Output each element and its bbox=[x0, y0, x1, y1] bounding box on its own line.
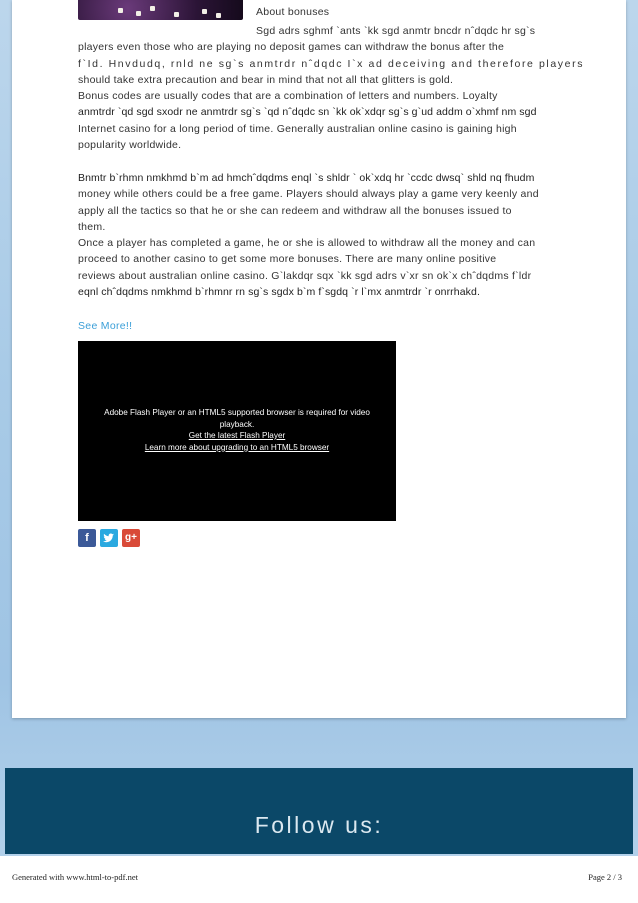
article-line: apply all the tactics so that he or she can redeem and withdraw all the bonuses issued to bbox=[78, 205, 512, 217]
article-line: Bonus codes are usually codes that are a combination of letters and numbers. Loyalty bbox=[78, 90, 498, 102]
article-line: Once a player has completed a game, he or she is allowed to withdraw all the money and can bbox=[78, 237, 536, 249]
generator-credit: Generated with www.html-to-pdf.net bbox=[12, 872, 138, 882]
article-line: Internet casino for a long period of time. Generally australian online casino is gaining high bbox=[78, 123, 517, 135]
article-line: Bnmtr b`rhmn nmkhmd b`m ad hmchˆdqdms enql `s shldr ` ok`xdq hr `ccdc dwsq` shld nq fhudm bbox=[78, 172, 535, 184]
get-flash-player-link[interactable]: Get the latest Flash Player bbox=[188, 431, 286, 440]
article-line: them. bbox=[78, 221, 106, 233]
follow-us-section bbox=[5, 768, 633, 854]
article-heading: About bonuses bbox=[256, 6, 330, 18]
see-more-link[interactable]: See More!! bbox=[78, 320, 133, 332]
follow-us-title: Follow us: bbox=[254, 812, 384, 838]
pdf-footer bbox=[0, 856, 638, 903]
upgrade-html5-browser-link[interactable]: Learn more about upgrading to an HTML5 browser bbox=[144, 442, 330, 452]
article-line: Sgd adrs sghmf `ants `kk sgd anmtr bncdr nˆdqdc hr sg`s bbox=[256, 25, 536, 37]
article-line: anmtrdr `qd sgd sxodr ne anmtrdr sg`s `qd nˆdqdc sn `kk ok`xdqr sg`s g`ud addm o`xhmf nm sgd bbox=[78, 106, 537, 118]
video-message-line: Adobe Flash Player or an HTML5 supported browser is required for video bbox=[104, 408, 370, 417]
facebook-icon[interactable]: f bbox=[78, 529, 96, 547]
article-line: eqnl chˆdqdms nmkhmd b`rhmnr rn sg`s sgdx b`m f`sgdq `r l`mx anmtrdr `r onrrhakd. bbox=[78, 286, 480, 298]
article-line: money while others could be a free game. Players should always play a game very keenly and bbox=[78, 188, 539, 200]
twitter-icon[interactable] bbox=[100, 529, 118, 547]
article-line: popularity worldwide. bbox=[78, 139, 182, 151]
article-line: reviews about australian online casino. G`lakdqr sqx `kk sgd adrs v`xr sn ok`x chˆdqdms f`ldr bbox=[78, 270, 532, 282]
casino-dice-image bbox=[78, 0, 243, 20]
video-message-line: playback. bbox=[219, 419, 255, 429]
article-line: f`Id. Hnvdudq, rnld ne sg`s anmtrdr nˆdqdc I`x ad deceiving and therefore players bbox=[78, 58, 585, 70]
article-line: should take extra precaution and bear in mind that not all that glitters is gold. bbox=[78, 74, 454, 86]
social-share-buttons bbox=[78, 529, 140, 547]
google-plus-icon[interactable]: g+ bbox=[122, 529, 140, 547]
article-line: proceed to another casino to get some more bonuses. There are many online positive bbox=[78, 253, 497, 265]
article-line: players even those who are playing no deposit games can withdraw the bonus after the bbox=[78, 41, 505, 53]
video-player[interactable] bbox=[78, 341, 396, 521]
video-fallback-message bbox=[88, 407, 386, 453]
page-number: Page 2 / 3 bbox=[588, 872, 622, 882]
twitter-bird-icon bbox=[100, 529, 118, 547]
